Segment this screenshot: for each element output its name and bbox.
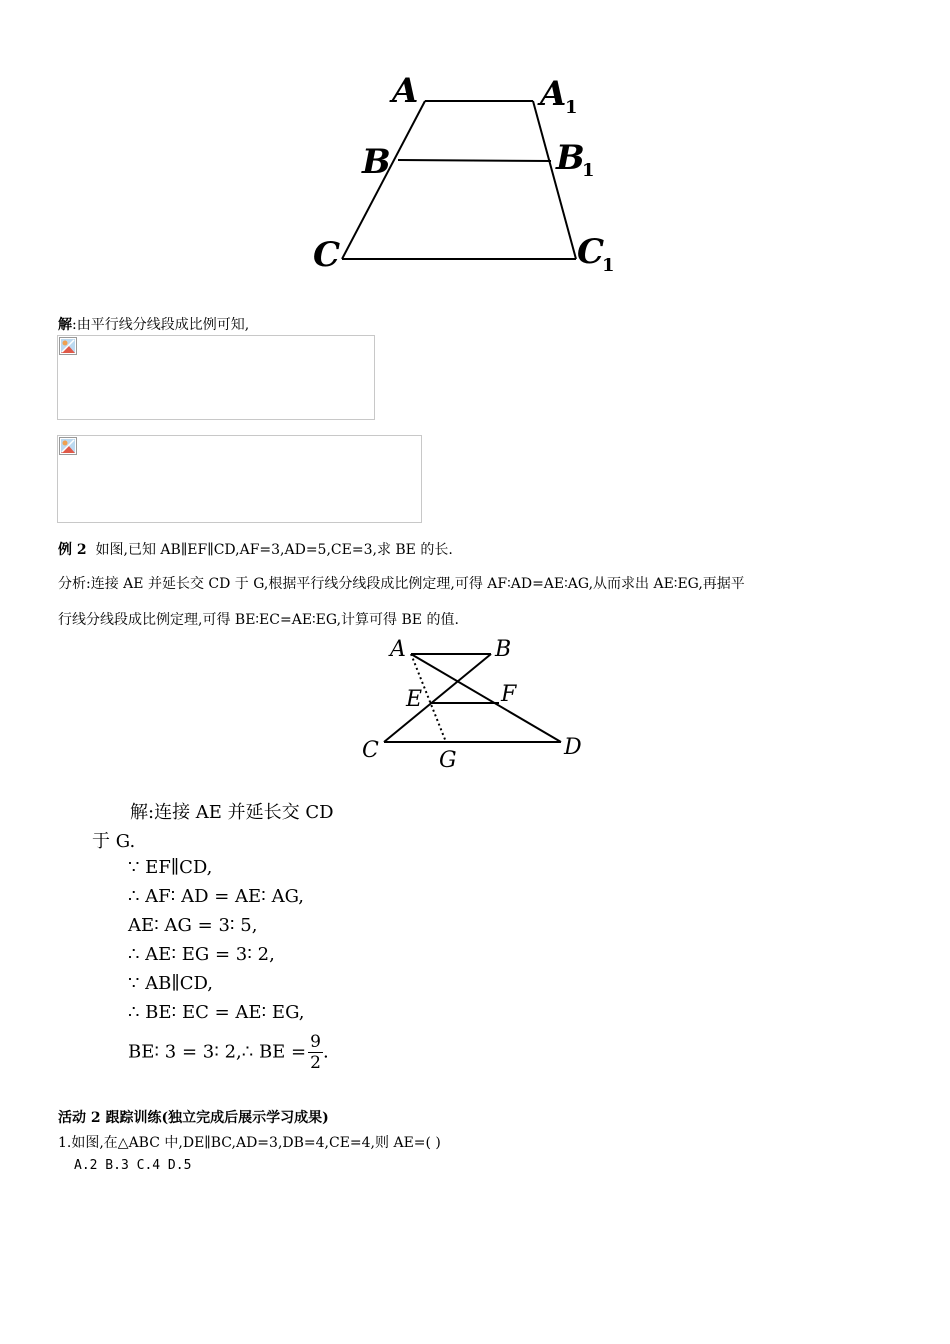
label-G: G xyxy=(439,748,457,773)
solution2-line6: ∴ AE∶ EG = 3∶ 2, xyxy=(128,944,275,965)
parallel-lines-figure xyxy=(355,635,595,775)
label-A: A xyxy=(392,71,419,111)
solution2-line1: 解:连接 AE 并延长交 CD xyxy=(130,802,334,823)
activity2-title: 活动 2 跟踪训练(独立完成后展示学习成果) xyxy=(58,1110,329,1126)
solution2-line9-text: BE∶ 3 = 3∶ 2,∴ BE = xyxy=(128,1041,307,1063)
label-C: C xyxy=(313,235,341,275)
broken-image-icon xyxy=(59,337,77,355)
label-C1: C xyxy=(577,232,605,272)
label-E: E xyxy=(406,687,423,712)
broken-image-icon xyxy=(59,437,77,455)
solution1-prefix: 解 xyxy=(58,317,72,333)
label-F: F xyxy=(501,682,517,707)
fraction-numerator: 9 xyxy=(310,1032,321,1052)
example2-title: 例 2 xyxy=(58,542,87,558)
label-D: D xyxy=(564,735,582,760)
solution2-line5: AE∶ AG = 3∶ 5, xyxy=(128,915,258,936)
activity2-options: A.2 B.3 C.4 D.5 xyxy=(74,1158,192,1173)
solution2-line9 xyxy=(128,1032,329,1073)
segment-A1C1 xyxy=(533,101,576,259)
solution2-line3: ∵ EF∥CD, xyxy=(128,857,213,878)
broken-image-2 xyxy=(57,435,422,523)
solution2-line2: 于 G. xyxy=(92,831,136,852)
label-A: A xyxy=(390,637,406,662)
segment-BC xyxy=(384,654,491,742)
label-C1-sub: 1 xyxy=(602,255,615,276)
solution2-line8: ∴ BE∶ EC = AE∶ EG, xyxy=(128,1002,305,1023)
solution2-line4: ∴ AF∶ AD = AE∶ AG, xyxy=(128,886,305,907)
segment-AD xyxy=(411,654,561,742)
label-B: B xyxy=(362,142,391,182)
example2-analysis-line2: 行线分线段成比例定理,可得 BE∶EC=AE∶EG,计算可得 BE 的值. xyxy=(58,612,459,628)
label-A1-sub: 1 xyxy=(565,97,578,118)
label-B1: B xyxy=(556,138,585,178)
label-C: C xyxy=(362,738,379,763)
trapezoid-figure xyxy=(300,65,630,285)
fraction-nine-halves xyxy=(308,1032,323,1073)
broken-image-1 xyxy=(57,335,375,420)
example2-problem: 如图,已知 AB∥EF∥CD,AF=3,AD=5,CE=3,求 BE 的长. xyxy=(95,542,453,558)
example2-problem-line xyxy=(58,539,453,559)
example2-analysis-line1: 分析:连接 AE 并延长交 CD 于 G,根据平行线分线段成比例定理,可得 AF∶AD=AE∶AG,从而求出 AE∶EG,再据平 xyxy=(58,576,745,592)
label-A1: A xyxy=(540,74,567,114)
solution1-line xyxy=(58,314,249,334)
fraction-denominator: 2 xyxy=(310,1053,321,1073)
label-B1-sub: 1 xyxy=(582,160,595,181)
segment-BB1 xyxy=(398,160,551,161)
solution1-text: :由平行线分线段成比例可知, xyxy=(72,317,250,333)
solution2-line9-end: . xyxy=(322,1041,329,1063)
solution2-line7: ∵ AB∥CD, xyxy=(128,973,213,994)
label-B: B xyxy=(495,637,512,662)
activity2-question1: 1.如图,在△ABC 中,DE∥BC,AD=3,DB=4,CE=4,则 AE=( ) xyxy=(58,1135,441,1151)
